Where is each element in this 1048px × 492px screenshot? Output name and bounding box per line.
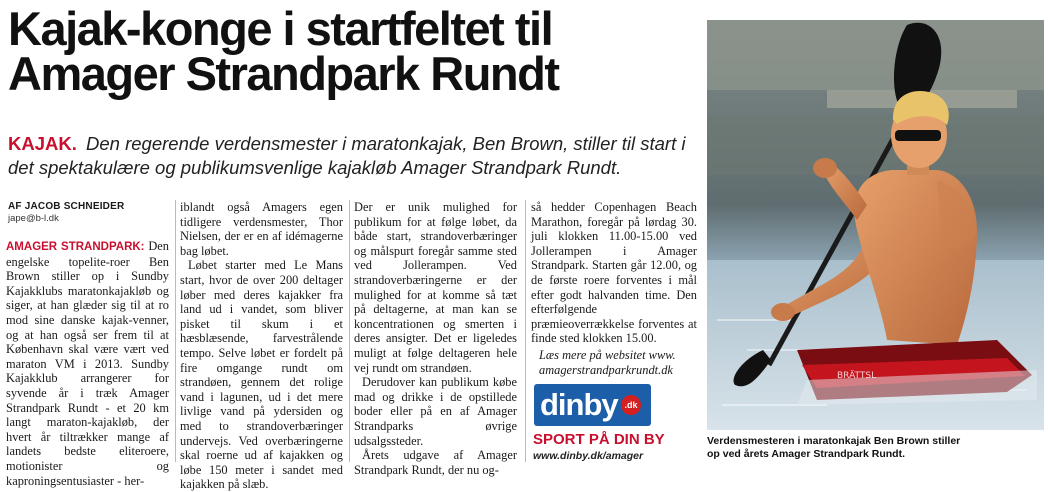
photo-caption [707,435,1044,461]
column-divider [525,200,526,462]
lead-paragraph [8,132,704,180]
article-column-2 [180,200,343,492]
lead-kicker: KAJAK. [8,133,77,154]
body-kicker: AMAGER STRANDPARK: [6,241,145,253]
column-1-paragraph [6,239,169,488]
column-divider [349,200,350,462]
kayaker-photo [707,20,1044,430]
column-3-paragraph-1: Der er unik mulighed for publikum for at følge løbet, da både start, strandoverbæringer og målspurt foregår samme sted ved Jollerampen. Ved strandoverbæringerne er der mulighed for at komme så tæt på deltagerne, at man kan se koncentrationen og smerten i deres ansigter. Det er ligeledes muligt at følge deltageren hele vej rundt om strandøen. [354,200,517,375]
column-2-paragraph-1: iblandt også Amagers egen tidligere verdensmester, Thor Nielsen, der er en af idémagerne bag løbet. [180,200,343,258]
column-2-paragraph-2: Løbet starter med Le Mans start, hvor de over 200 deltager løber med deres kajakker fra land ud i vandet, som bliver pisket til skum i et hæsblæsende, farvestrålende tempo. Selve løbet er fordelt på fire omgange rundt om strandøen, gennem det rolige vand i lagunen, ud i det mere livlige vand på ydersiden og med to strandoverbæringer undervejs. Ved overbæringerne skal roerne ud af kajakken og løbe 150 meter i sandet med kajakken på slæb. [180,258,343,492]
headline-line-2: Amager Strandpark Rundt [8,47,559,100]
byline-email: jape@b-l.dk [8,213,59,224]
column-1-text: Den engelske topelite-roer Ben Brown stiller op i Sundby Kajakklubs maratonkajakløb og siger, at han glæder sig til at ro mod sine danske kajak-venner, og at han også ser frem til at København skal være vært ved maraton VM i 2013. Sundby Kajakklub arrangerer for syvende år i træk Amager Strandpark Rundt - et 20 km langt maraton-kajakløb, der hvert år tiltrækker mange af landets bedste eliteroere, motionister og kaproningsentusiaster - her- [6,239,169,488]
article-column-4 [531,200,697,377]
read-more-label: Læs mere på websitet www. [539,347,676,362]
dinby-logo-text: dinby [540,387,618,422]
caption-line-1: Verdensmesteren i maratonkajak Ben Brown stiller [707,435,961,447]
headline-line-1: Kajak-konge i startfeltet til [8,2,553,55]
kayaker-illustration [707,20,1044,430]
dinby-logo[interactable] [534,384,651,426]
read-more [531,348,697,377]
column-divider [175,200,176,462]
caption-line-2: op ved årets Amager Strandpark Rundt. [707,448,905,460]
dinby-logo-badge: .dk [621,395,641,415]
lead-text: Den regerende verdensmester i maratonkajak, Ben Brown, stiller til start i det spektakulære og publikumsvenlige kajakløb Amager Strandpark Rundt. [8,133,686,178]
article-column-1 [6,239,169,488]
sport-promo-link[interactable]: www.dinby.dk/amager [533,450,644,462]
read-more-link[interactable]: amagerstrandparkrundt.dk [539,362,673,377]
headline [8,2,708,100]
byline [8,201,124,224]
sport-promo-title: SPORT PÅ DIN BY [533,431,665,448]
svg-text:BRÄTTSL: BRÄTTSL [837,371,877,381]
column-3-paragraph-2: Derudover kan publikum købe mad og drikke i de opstillede boder eller på en af Amager Strandparks øvrige udsalgssteder. [354,375,517,448]
byline-name: AF JACOB SCHNEIDER [8,201,125,212]
column-3-paragraph-3: Årets udgave af Amager Strandpark Rundt, der nu og- [354,448,517,477]
article-column-3 [354,200,517,477]
column-4-paragraph-1: så hedder Copenhagen Beach Marathon, foregår på lørdag 30. juli klokken 11.00-15.00 ved Jollerampen i Amager Strandpark. Starten går 12.00, og de første roere forventes i mål efter godt halvanden time. Den efterfølgende præmieoverrækkelse forventes at finde sted klokken 15.00. [531,200,697,346]
